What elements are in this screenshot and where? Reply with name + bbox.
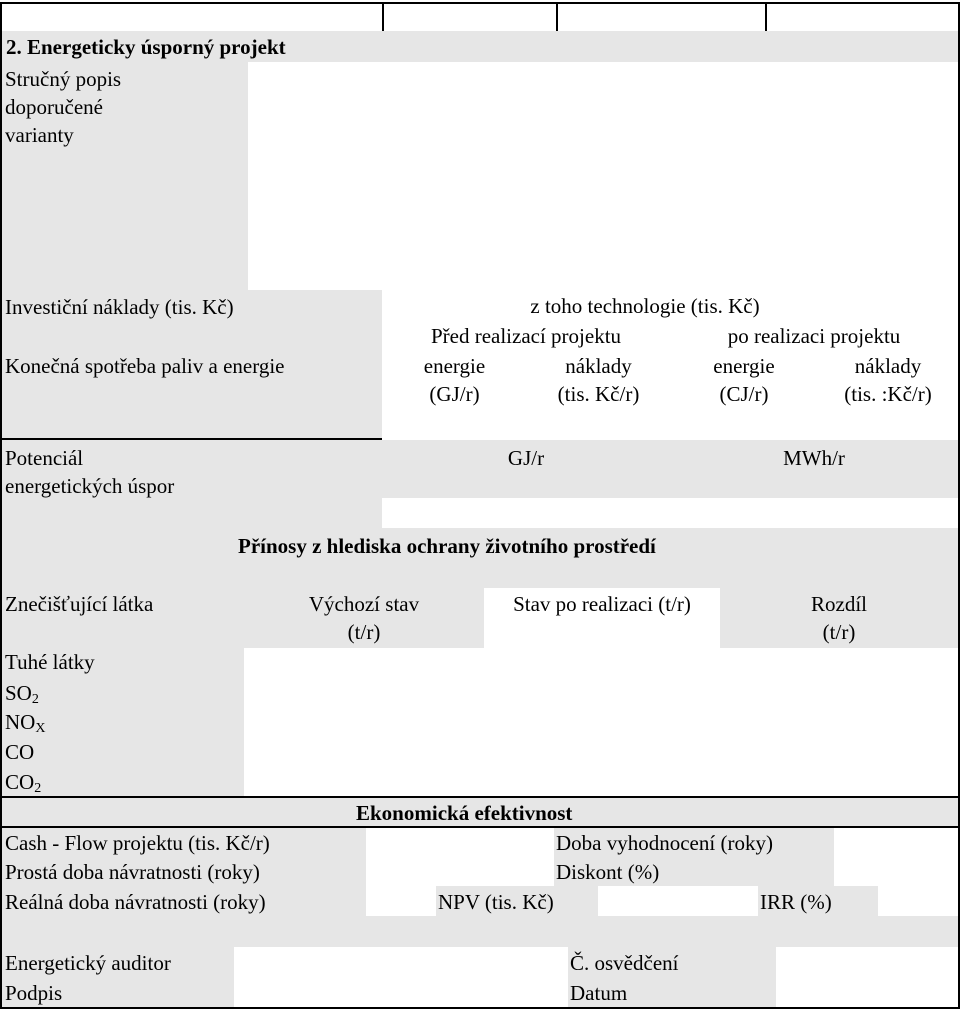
before-cost-line2: (tis. Kč/r) bbox=[557, 382, 640, 406]
auditor-label: Energetický auditor bbox=[5, 951, 171, 975]
after-cost-line1: náklady bbox=[854, 354, 922, 378]
real-payback-label-cell bbox=[0, 886, 368, 918]
section-title-row bbox=[0, 31, 960, 64]
solids-diff-input[interactable] bbox=[720, 648, 960, 680]
after-energy-line1: energie bbox=[713, 354, 775, 378]
col-initial-line1: Výchozí stav bbox=[308, 592, 420, 616]
irr-input[interactable] bbox=[878, 886, 960, 918]
description-label-line3: varianty bbox=[5, 123, 74, 147]
top-cell-3[interactable] bbox=[556, 2, 767, 33]
npv-label: NPV (tis. Kč) bbox=[438, 890, 554, 914]
col-after-header-cell bbox=[484, 588, 722, 650]
nox-diff-input[interactable] bbox=[720, 708, 960, 739]
description-label-line2: doporučené bbox=[5, 95, 103, 119]
col-pollutant-header: Znečišťující látka bbox=[5, 592, 154, 616]
eval-period-label: Doba vyhodnocení (roky) bbox=[556, 831, 773, 855]
cash-flow-input[interactable] bbox=[366, 826, 556, 858]
before-cost-cell bbox=[527, 350, 672, 412]
row-solids-label: Tuhé látky bbox=[5, 650, 95, 674]
npv-input[interactable] bbox=[598, 886, 760, 918]
col-initial-line2: (t/r) bbox=[347, 620, 381, 644]
after-header: po realizaci projektu bbox=[727, 324, 901, 348]
savings-gj-input[interactable] bbox=[382, 498, 672, 530]
after-cost-cell bbox=[818, 350, 960, 412]
so2-initial-input[interactable] bbox=[244, 678, 486, 710]
before-energy-line2: (GJ/r) bbox=[429, 382, 480, 406]
investment-label: Investiční náklady (tis. Kč) bbox=[5, 295, 234, 319]
npv-label-cell bbox=[436, 886, 600, 918]
col-diff-line2: (t/r) bbox=[822, 620, 856, 644]
co2-initial-input[interactable] bbox=[244, 767, 486, 798]
row-co-label: CO bbox=[5, 740, 35, 764]
before-header: Před realizací projektu bbox=[430, 324, 622, 348]
investment-value-input[interactable] bbox=[382, 290, 472, 323]
simple-payback-label-cell bbox=[0, 856, 368, 888]
cert-label: Č. osvědčení bbox=[570, 951, 679, 975]
top-cell-1[interactable] bbox=[0, 2, 384, 33]
nox-initial-input[interactable] bbox=[244, 708, 486, 739]
irr-label-cell bbox=[758, 886, 880, 918]
savings-mwh-unit: MWh/r bbox=[783, 446, 845, 470]
co2-after-input[interactable] bbox=[484, 767, 722, 798]
cash-flow-label: Cash - Flow projektu (tis. Kč/r) bbox=[5, 831, 270, 855]
so2-after-input[interactable] bbox=[484, 678, 722, 710]
after-energy-input[interactable] bbox=[670, 410, 820, 442]
consumption-label: Konečná spotřeba paliv a energie bbox=[5, 354, 285, 378]
top-cell-4[interactable] bbox=[765, 2, 960, 33]
economics-title-row bbox=[0, 796, 960, 828]
spacer-row bbox=[0, 916, 960, 949]
before-energy-cell bbox=[382, 350, 529, 412]
date-label: Datum bbox=[570, 981, 628, 1005]
savings-gj-unit-cell bbox=[382, 440, 672, 500]
discount-label: Diskont (%) bbox=[556, 860, 660, 884]
co-after-input[interactable] bbox=[484, 737, 722, 769]
environment-title-row bbox=[0, 528, 960, 590]
col-diff-header-cell bbox=[720, 588, 960, 650]
technology-label: z toho technologie (tis. Kč) bbox=[530, 294, 760, 318]
after-energy-line2: (CJ/r) bbox=[719, 382, 769, 406]
simple-payback-label: Prostá doba návratnosti (roky) bbox=[5, 860, 260, 884]
co-initial-input[interactable] bbox=[244, 737, 486, 769]
simple-payback-input[interactable] bbox=[366, 856, 556, 888]
col-initial-header-cell bbox=[244, 588, 486, 650]
solids-initial-input[interactable] bbox=[244, 648, 486, 680]
discount-label-cell bbox=[554, 856, 836, 888]
before-header-cell bbox=[382, 321, 672, 352]
col-after-header: Stav po realizaci (t/r) bbox=[513, 592, 691, 616]
economics-title: Ekonomická efektivnost bbox=[356, 801, 573, 825]
auditor-label-cell bbox=[0, 947, 236, 979]
technology-value-input[interactable] bbox=[820, 290, 960, 323]
before-energy-input[interactable] bbox=[382, 410, 529, 442]
solids-after-input[interactable] bbox=[484, 648, 722, 680]
eval-period-label-cell bbox=[554, 826, 836, 858]
section-title: 2. Energeticky úsporný projekt bbox=[6, 35, 286, 59]
before-cost-input[interactable] bbox=[527, 410, 672, 442]
auditor-input[interactable] bbox=[234, 947, 570, 979]
co2-diff-input[interactable] bbox=[720, 767, 960, 798]
date-input[interactable] bbox=[776, 977, 960, 1009]
co-diff-input[interactable] bbox=[720, 737, 960, 769]
before-energy-line1: energie bbox=[423, 354, 486, 378]
after-cost-input[interactable] bbox=[818, 410, 960, 442]
description-label-line1: Stručný popis bbox=[5, 67, 122, 91]
cert-label-cell bbox=[568, 947, 778, 979]
signature-label-cell bbox=[0, 977, 236, 1009]
col-diff-line1: Rozdíl bbox=[811, 592, 867, 616]
so2-diff-input[interactable] bbox=[720, 678, 960, 710]
after-energy-cell bbox=[670, 350, 820, 412]
row-so2-label: $SO_2$ bbox=[5, 681, 39, 707]
cert-input[interactable] bbox=[776, 947, 960, 979]
savings-mwh-unit-cell bbox=[670, 440, 960, 500]
row-co2-label: $CO_2$ bbox=[5, 770, 42, 796]
irr-label: IRR (%) bbox=[760, 890, 832, 914]
eval-period-input[interactable] bbox=[834, 826, 960, 858]
savings-mwh-input[interactable] bbox=[670, 498, 960, 530]
after-cost-line2: (tis. :Kč/r) bbox=[844, 382, 932, 406]
description-input[interactable] bbox=[248, 62, 960, 292]
savings-label-cell bbox=[0, 440, 384, 530]
top-cell-2[interactable] bbox=[382, 2, 558, 33]
technology-label-cell bbox=[470, 290, 822, 323]
row-nox-label: $NO_X$ bbox=[5, 710, 46, 736]
environment-title: Přínosy z hlediska ochrany životního prostředí bbox=[238, 534, 656, 558]
real-payback-input[interactable] bbox=[366, 886, 438, 918]
nox-after-input[interactable] bbox=[484, 708, 722, 739]
savings-label-line1: Potenciál bbox=[5, 446, 84, 470]
signature-input[interactable] bbox=[234, 977, 570, 1009]
before-cost-line1: náklady bbox=[565, 354, 632, 378]
cash-flow-label-cell bbox=[0, 826, 368, 858]
investment-consumption-label-cell bbox=[0, 290, 384, 440]
discount-input[interactable] bbox=[834, 856, 960, 888]
signature-label: Podpis bbox=[5, 981, 63, 1005]
after-header-cell bbox=[670, 321, 960, 352]
pollutant-label-column bbox=[0, 588, 246, 798]
description-label-cell bbox=[0, 62, 250, 292]
real-payback-label: Reálná doba návratnosti (roky) bbox=[5, 890, 266, 914]
savings-label-line2: energetických úspor bbox=[5, 474, 175, 498]
savings-gj-unit: GJ/r bbox=[507, 446, 545, 470]
date-label-cell bbox=[568, 977, 778, 1009]
